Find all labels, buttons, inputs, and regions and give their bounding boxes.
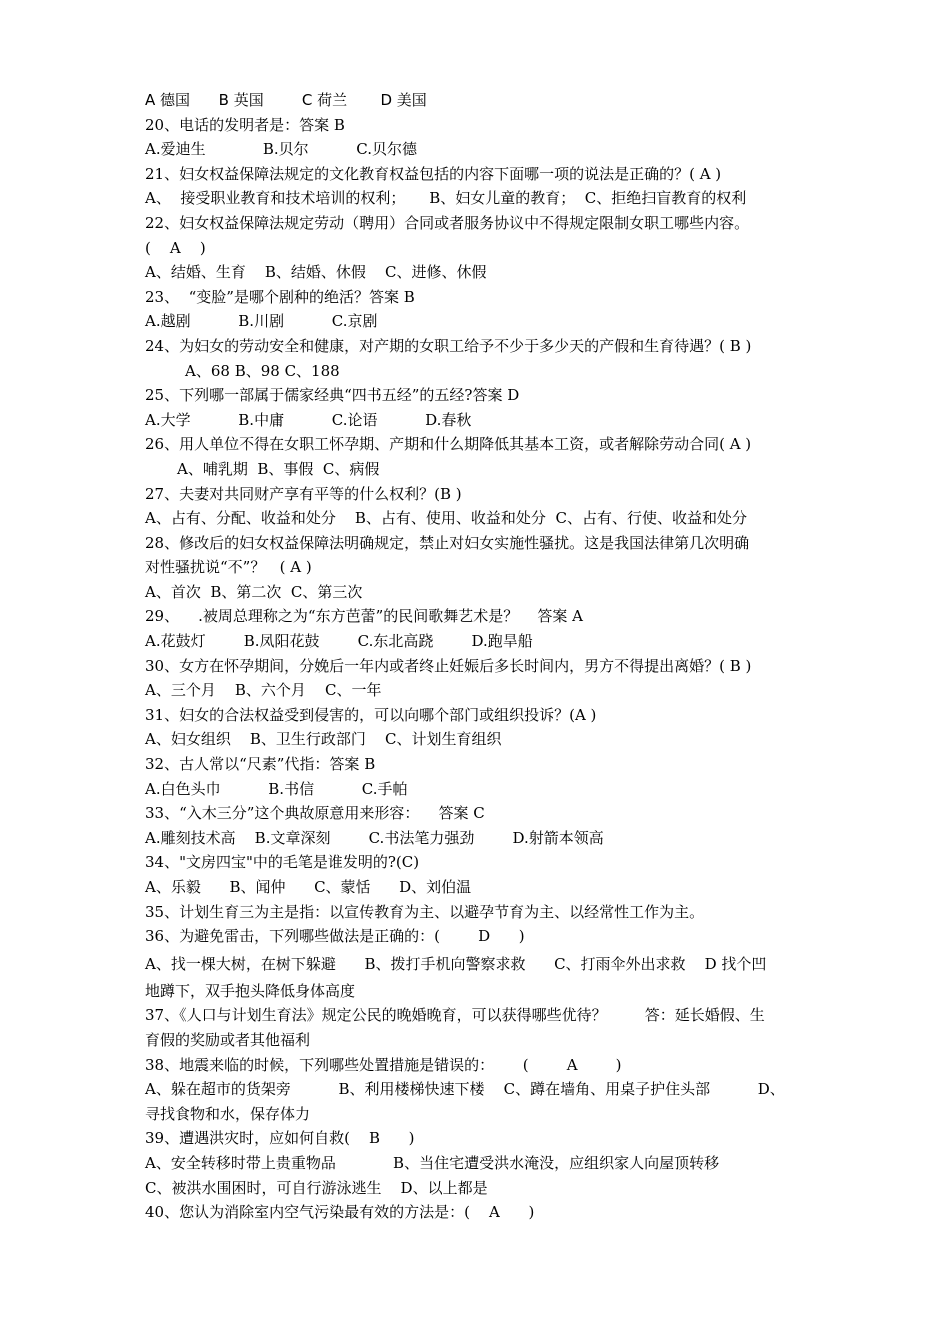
options-line: A、 接受职业教育和技术培训的权利； B、妇女儿童的教育； C、拒绝扫盲教育的权利 (145, 189, 747, 208)
options-line: A、占有、分配、收益和处分 B、占有、使用、收益和处分 C、占有、行使、收益和处分 (145, 509, 747, 528)
options-line: A、乐毅 B、闻仲 C、蒙恬 D、刘伯温 (145, 878, 472, 896)
options-line: C、被洪水围困时，可自行游泳逃生 D、以上都是 (145, 1178, 488, 1197)
options-line: A.爱迪生 B.贝尔 C.贝尔德 (145, 140, 418, 159)
options-line: A、三个月 B、六个月 C、一年 (145, 681, 382, 700)
question-25: 25、下列哪一部属于儒家经典“四书五经”的五经?答案 D (145, 386, 520, 405)
question-32: 32、古人常以“尺素”代指：答案 B (145, 755, 376, 774)
options-line-continued: 寻找食物和水，保存体力 (145, 1104, 311, 1123)
options-line: A、躲在超市的货架旁 B、利用楼梯快速下楼 C、蹲在墙角、用桌子护住头部 D、 (145, 1080, 785, 1099)
question-28-continued: 对性骚扰说“不”？ ( A ) (145, 558, 312, 577)
options-line-continued: 地蹲下，双手抱头降低身体高度 (145, 981, 356, 1000)
question-list (145, 88, 810, 1225)
options-line: A、安全转移时带上贵重物品 B、当住宅遭受洪水淹没，应组织家人向屋顶转移 (145, 1153, 720, 1172)
question-31: 31、妇女的合法权益受到侵害的，可以向哪个部门或组织投诉？(A ) (145, 705, 597, 724)
question-35: 35、计划生育三为主是指：以宣传教育为主、以避孕节育为主、以经常性工作为主。 (145, 902, 705, 921)
question-33: 33、“入木三分”这个典故原意用来形容： 答案 C (145, 804, 485, 823)
answer-line: ( A ) (145, 238, 206, 257)
options-line: A 德国 B 英国 C 荷兰 D 美国 (145, 91, 427, 109)
options-line: A、妇女组织 B、卫生行政部门 C、计划生育组织 (145, 730, 502, 749)
options-line: A.白色头巾 B.书信 C.手帕 (145, 779, 408, 798)
question-34: 34、"文房四宝"中的毛笔是谁发明的?(C) (145, 853, 420, 872)
options-line: A、68 B、98 C、188 (185, 361, 340, 380)
options-line: A、找一棵大树，在树下躲避 B、拨打手机向警察求救 C、打雨伞外出求救 D 找个凹 (145, 954, 767, 973)
options-line: A、结婚、生育 B、结婚、休假 C、进修、休假 (145, 263, 487, 282)
options-line: A.花鼓灯 B.凤阳花鼓 C.东北高跷 D.跑旱船 (145, 632, 533, 651)
question-37: 37、《人口与计划生育法》规定公民的晚婚晚育，可以获得哪些优待？ 答：延长婚假、生 (145, 1006, 765, 1025)
question-27: 27、夫妻对共同财产享有平等的什么权利？(B ) (145, 484, 462, 503)
options-line: A.越剧 B.川剧 C.京剧 (145, 312, 378, 331)
question-26: 26、用人单位不得在女职工怀孕期、产期和什么期降低其基本工资，或者解除劳动合同( A ) (145, 435, 752, 454)
question-37-continued: 育假的奖励或者其他福利 (145, 1030, 311, 1049)
question-21: 21、妇女权益保障法规定的文化教育权益包括的内容下面哪一项的说法是正确的？( A ) (145, 164, 722, 183)
question-39: 39、遭遇洪灾时，应如何自救( B ) (145, 1129, 415, 1148)
question-28: 28、修改后的妇女权益保障法明确规定，禁止对妇女实施性骚扰。这是我国法律第几次明确 (145, 533, 750, 552)
question-38: 38、地震来临的时候，下列哪些处置措施是错误的： ( A ) (145, 1055, 622, 1074)
question-30: 30、女方在怀孕期间，分娩后一年内或者终止妊娠后多长时间内，男方不得提出离婚？( B ) (145, 656, 752, 675)
question-23: 23、 “变脸”是哪个剧种的绝活？答案 B (145, 287, 415, 306)
question-36: 36、为避免雷击，下列哪些做法是正确的：( D ) (145, 927, 525, 946)
question-24: 24、为妇女的劳动安全和健康，对产期的女职工给予不少于多少天的产假和生育待遇？( B ) (145, 336, 752, 355)
question-20: 20、电话的发明者是：答案 B (145, 115, 345, 134)
question-22: 22、妇女权益保障法规定劳动（聘用）合同或者服务协议中不得规定限制女职工哪些内容。 (145, 213, 750, 232)
options-line: A.雕刻技术高 B.文章深刻 C.书法笔力强劲 D.射箭本领高 (145, 828, 604, 847)
options-line: A.大学 B.中庸 C.论语 D.春秋 (145, 410, 472, 429)
question-29: 29、 .被周总理称之为“东方芭蕾”的民间歌舞艺术是？ 答案 A (145, 607, 583, 626)
options-line: A、首次 B、第二次 C、第三次 (145, 582, 363, 601)
question-40: 40、您认为消除室内空气污染最有效的方法是：( A ) (145, 1203, 535, 1222)
options-line: A、哺乳期 B、事假 C、病假 (177, 459, 380, 478)
